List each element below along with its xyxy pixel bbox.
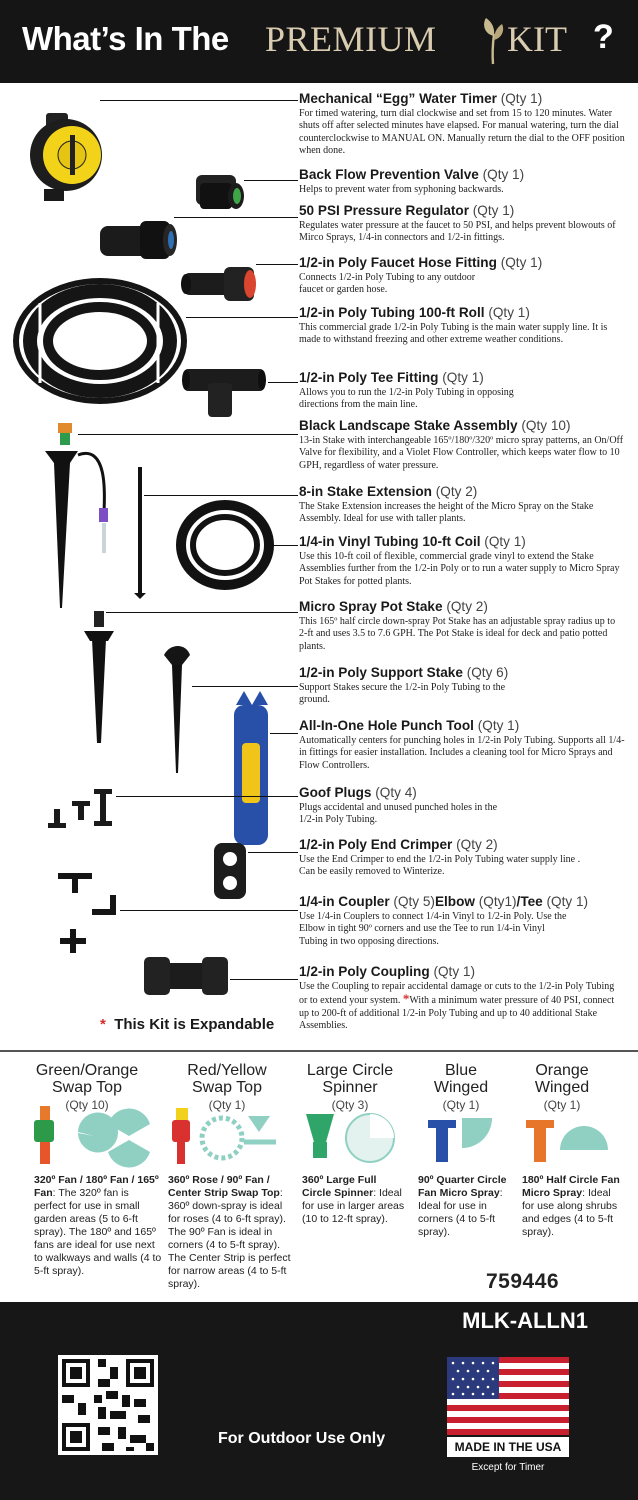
item-title: Back Flow Prevention Valve: [299, 167, 479, 182]
item-desc: Use 1/4-in Couplers to connect 1/4-in Vinyl to 1/2-in Poly. Use the Elbow in tight 90º corners and use the Tee to run 1/4-in Vinyl Tubing in two opposing directions.: [299, 911, 567, 947]
item-title: Goof Plugs: [299, 785, 372, 800]
section-divider: [0, 1050, 638, 1052]
item-title: 1/2-in Poly Faucet Hose Fitting: [299, 255, 497, 270]
item-desc: Helps to prevent water from syphoning backwards.: [299, 184, 504, 195]
qr-code-icon[interactable]: [58, 1355, 158, 1455]
sprout-icon: [480, 16, 506, 66]
item-title: 1/4-in Vinyl Tubing 10-ft Coil: [299, 534, 481, 549]
item-hole-punch: [299, 718, 625, 772]
leader-line: [268, 382, 298, 383]
tip-desc-blue-winged: 90º Quarter Circle Fan Micro Spray: Ideal for use in corners (4 to 5-ft spray).: [418, 1174, 507, 1238]
leader-line: [144, 495, 298, 496]
coupler-icon: [58, 873, 116, 953]
item-title: All-In-One Hole Punch Tool: [299, 718, 474, 733]
asterisk-mark: *: [100, 1016, 106, 1033]
leader-line: [78, 434, 298, 435]
item-support-stake: [299, 665, 625, 707]
backflow-valve-icon: [196, 175, 244, 209]
tip-qty: (Qty 1): [208, 1098, 246, 1112]
stake-extension-icon: [134, 467, 146, 599]
item-desc: 13-in Stake with interchangeable 165º/180º/320º micro spray patterns, an On/Off Valve for flexibility, and a Violet Flow Controller, which keeps water flow to 10 GPH, regardless of water pressure.: [299, 435, 624, 471]
item-separator: /: [516, 894, 521, 909]
item-qty: (Qty 1): [500, 91, 543, 106]
vinyl-coil-icon: [181, 505, 269, 585]
item-title: Micro Spray Pot Stake: [299, 599, 443, 614]
leader-line: [192, 686, 298, 687]
header-banner: [0, 0, 638, 83]
leader-line: [272, 545, 298, 546]
item-desc: Automatically centers for punching holes in 1/2-in Poly Tubing. Supports all 1/4-in fittings for easier installation. Includes a cleaning tool for Micro Sprays and Flow Controllers.: [299, 735, 625, 771]
tip-desc-large-circle: 360º Large Full Circle Spinner: Ideal for use in larger areas (10 to 12-ft spray).: [302, 1174, 405, 1225]
end-crimper-icon: [214, 843, 246, 899]
item-qty: (Qty 1): [433, 964, 475, 979]
expandable-text: This Kit is Expandable: [114, 1016, 275, 1033]
expandable-note: [100, 1016, 274, 1033]
item-qty: (Qty 1): [482, 167, 525, 182]
item-qty: (Qty 1): [442, 370, 484, 385]
item-title: 8-in Stake Extension: [299, 484, 432, 499]
item-desc: Use the End Crimper to end the 1/2-in Poly Tubing water supply line . Can be easily removed to Winterize.: [299, 854, 581, 878]
item-qty: (Qty 1): [472, 203, 515, 218]
pressure-regulator-icon: [100, 221, 177, 259]
item-qty: (Qty 2): [446, 599, 488, 614]
water-timer-icon: [30, 113, 102, 201]
item-title: 1/2-in Poly Support Stake: [299, 665, 463, 680]
hole-punch-icon: [234, 691, 268, 845]
pot-stake-icon: [84, 611, 114, 743]
tip-title: Green/Orange Swap Top: [35, 1062, 139, 1096]
coupling-desc-b: With a minimum water pressure of 40 PSI, connect up to 200-ft of additional 1/2-in Poly Tubing and up to 40 additional Stake Assemblies.: [299, 995, 615, 1032]
item-pressure-regulator: [299, 203, 625, 245]
goof-plug-icon: [48, 789, 112, 828]
item-desc: [299, 981, 625, 1033]
tee-fitting-icon: [182, 369, 266, 417]
tubing-roll-icon: [16, 281, 184, 401]
product-illustrations: [0, 83, 300, 1043]
tip-qty: (Qty 3): [331, 1098, 369, 1112]
tip-desc-green-orange: 320º Fan / 180º Fan / 165º Fan: The 320º fan is perfect for use in small garden areas (5 to 6-ft spray). The 180º and 165º fans are ideal for use next to walkways and walls (4 to 5-ft spray).: [34, 1174, 162, 1277]
item-desc: This commercial grade 1/2-in Poly Tubing is the main water supply line. It is made to withstand freezing and other extreme weather conditions.: [299, 322, 608, 346]
item-goof-plugs: [299, 785, 625, 827]
tip-desc-orange-winged: 180º Half Circle Fan Micro Spray: Ideal for use along shrubs and edges (4 to 5-ft spray).: [522, 1174, 620, 1238]
item-vinyl-coil: [299, 534, 625, 588]
item-desc: Plugs accidental and unused punched holes in the 1/2-in Poly Tubing.: [299, 802, 498, 826]
item-qty: (Qty 2): [456, 837, 498, 852]
tip-qty: (Qty 1): [543, 1098, 581, 1112]
item-title: Mechanical “Egg” Water Timer: [299, 91, 497, 106]
orange-winged-icon: [526, 1120, 608, 1162]
item-tubing-roll: [299, 305, 625, 347]
tip-desc-red-yellow: 360º Rose / 90º Fan / Center Strip Swap Top: 360º down-spray is ideal for roses (4 to 6-ft spray). The 90º Fan is ideal in corners (4 to 5-ft spray). The Center Strip is perfect for narrow areas (4 to 5-ft spray).: [168, 1174, 291, 1290]
item-qty: (Qty1): [478, 894, 517, 909]
item-water-timer: [299, 91, 625, 158]
tip-title: Blue Winged: [433, 1062, 489, 1096]
item-end-crimper: [299, 837, 625, 879]
item-qty: (Qty 1): [500, 255, 543, 270]
leader-line: [248, 852, 298, 853]
us-flag-icon: [447, 1357, 569, 1435]
leader-line: [230, 979, 298, 980]
item-qty: (Qty 1): [484, 534, 526, 549]
leader-line: [244, 180, 298, 181]
leader-line: [100, 100, 298, 101]
coupling-desc-a: Use the Coupling to repair accidental damage or cuts to the 1/2-in Poly Tubing or to extend your system.: [299, 981, 615, 1007]
large-circle-spinner-icon: [306, 1114, 394, 1162]
item-desc: Connects 1/2-in Poly Tubing to any outdoor faucet or garden hose.: [299, 272, 476, 296]
item-desc: For timed watering, turn dial clockwise and set from 15 to 120 minutes. Water shuts off after selected minutes have elapsed. For manual watering, turn the dial counterclockwise to MANUAL ON. Manually return the dial to the OFF position when done.: [299, 108, 625, 157]
item-desc: Regulates water pressure at the faucet to 50 PSI, and helps prevent blowouts of Mirco Sprays, 1/4-in connectors and 1/2-in fittings.: [299, 220, 616, 244]
tip-qty: (Qty 1): [442, 1098, 480, 1112]
header-prefix: What’s In The: [22, 20, 229, 57]
item-stake-extension: [299, 484, 625, 526]
item-title: Black Landscape Stake Assembly: [299, 418, 518, 433]
item-title: Elbow: [434, 894, 475, 909]
item-qty: (Qty 10): [521, 418, 571, 433]
leader-line: [270, 733, 298, 734]
item-title: 1/2-in Poly Tubing 100-ft Roll: [299, 305, 485, 320]
asterisk-mark: *: [402, 991, 410, 1007]
item-faucet-fitting: [299, 255, 625, 297]
item-qty: (Qty 1): [488, 305, 530, 320]
item-desc: This 165º half circle down-spray Pot Stake has an adjustable spray radius up to 2-ft and uses 3.5 to 7.6 GPH. The Pot Stake is ideal for deck and patio potted plants.: [299, 616, 616, 652]
brand-kit: KIT: [507, 19, 567, 59]
item-qty: (Qty 1): [477, 718, 520, 733]
item-title: 1/4-in Coupler: [299, 894, 390, 909]
outdoor-use-note: For Outdoor Use Only: [218, 1430, 386, 1447]
item-desc: Allows you to run the 1/2-in Poly Tubing in opposing directions from the main line.: [299, 387, 514, 411]
leader-line: [106, 612, 298, 613]
item-qty: (Qty 6): [466, 665, 509, 680]
item-qty: (Qty 4): [375, 785, 417, 800]
item-title: 1/2-in Poly Coupling: [299, 964, 430, 979]
item-desc: Support Stakes secure the 1/2-in Poly Tubing to the ground.: [299, 682, 506, 706]
header-question-mark: ?: [593, 18, 614, 56]
sku-number: 759446: [486, 1270, 560, 1293]
red-yellow-tip-icon: [172, 1108, 276, 1164]
made-in-usa-label: MADE IN THE USA: [447, 1437, 569, 1457]
blue-winged-icon: [428, 1118, 492, 1162]
item-title: 50 PSI Pressure Regulator: [299, 203, 469, 218]
item-desc: The Stake Extension increases the height of the Micro Spray on the Stake Assembly. Ideal for use with taller plants.: [299, 501, 594, 525]
item-qty: (Qty 5): [393, 894, 435, 909]
item-pot-stake: [299, 599, 625, 653]
except-timer-note: Except for Timer: [471, 1462, 545, 1473]
stake-assembly-icon: [45, 423, 108, 608]
tip-qty: (Qty 10): [65, 1098, 109, 1112]
item-qty: (Qty 2): [435, 484, 478, 499]
leader-line: [186, 317, 298, 318]
item-tee-fitting: [299, 370, 625, 412]
item-qty: (Qty 1): [546, 894, 589, 909]
spray-tip-illustrations: [0, 1104, 638, 1170]
item-desc: Use this 10-ft coil of flexible, commercial grade vinyl to extend the Stake Assemblies further from the 1/2-in Poly or to run a water supply to Micro Spray Pot Stakes for potted plants.: [299, 551, 620, 587]
item-stake-assembly: [299, 418, 625, 472]
item-coupling: [299, 964, 625, 1033]
leader-line: [256, 264, 298, 265]
tip-title: Orange Winged: [534, 1062, 590, 1096]
faucet-fitting-icon: [181, 267, 256, 301]
item-backflow-valve: [299, 167, 625, 196]
leader-line: [116, 796, 298, 797]
item-title: Tee: [520, 894, 543, 909]
item-title: 1/2-in Poly End Crimper: [299, 837, 453, 852]
support-stake-icon: [164, 646, 190, 773]
leader-line: [120, 910, 298, 911]
brand-premium: PREMIUM: [265, 19, 437, 59]
tip-title: Red/Yellow Swap Top: [187, 1062, 267, 1096]
tip-title: Large Circle Spinner: [306, 1062, 394, 1096]
coupling-icon: [144, 957, 228, 995]
item-couplers: [299, 894, 625, 948]
green-orange-tip-icon: [34, 1106, 150, 1167]
item-title: 1/2-in Poly Tee Fitting: [299, 370, 439, 385]
model-number: MLK-ALLN1: [462, 1308, 588, 1333]
leader-line: [174, 217, 298, 218]
